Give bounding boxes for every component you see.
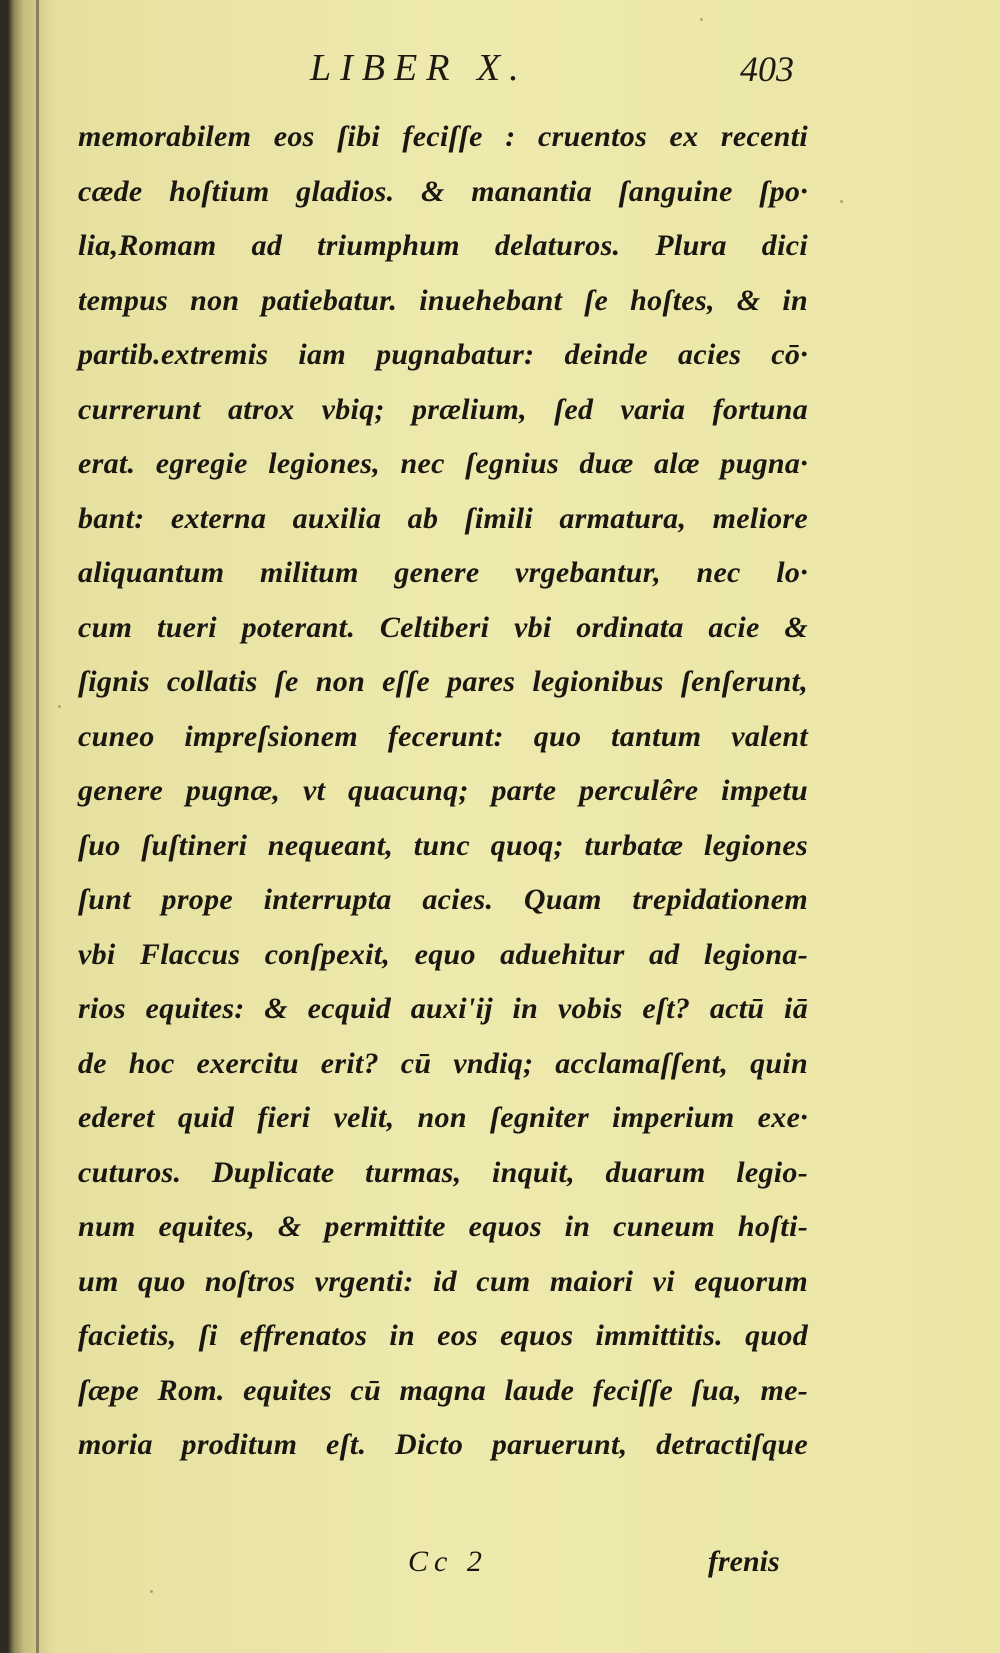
text-line: num equites, & permittite equos in cuneum hoſti- [78, 1210, 808, 1243]
binding-edge-line [36, 0, 39, 1653]
text-line: vbi Flaccus conſpexit, equo aduehitur ad legiona- [78, 937, 808, 971]
text-line: memorabilem eos ſibi feciſſe : cruentos ex recenti [78, 120, 808, 153]
text-line: rios equites: & ecquid auxi'ij in vobis eſt? actū iā [78, 992, 808, 1025]
text-line: bant: externa auxilia ab ſimili armatura, meliore [78, 501, 808, 535]
signature-mark: Cc 2 [408, 1545, 488, 1578]
text-line: erat. egregie legiones, nec ſegnius duæ alæ pugna· [78, 447, 808, 480]
text-line: ſunt prope interrupta acies. Quam trepidationem [78, 883, 808, 916]
text-line: um quo noſtros vrgenti: id cum maiori vi equorum [78, 1264, 808, 1298]
text-line: ſuo ſuſtineri nequeant, tunc quoq; turbatæ legiones [78, 828, 808, 862]
page-footer [78, 1545, 808, 1595]
text-line: partib.extremis iam pugnabatur: deinde acies cō· [78, 338, 808, 371]
text-line: facietis, ſi effrenatos in eos equos immittitis. quod [78, 1319, 808, 1352]
text-line: currerunt atrox vbiq; prælium, ſed varia fortuna [78, 392, 808, 426]
text-line: cæde hoſtium gladios. & manantia ſanguine ſpo· [78, 174, 808, 208]
text-line: aliquantum militum genere vrgebantur, nec lo· [78, 556, 808, 589]
running-title: LIBER X. [310, 47, 528, 89]
text-line: cum tueri poterant. Celtiberi vbi ordinata acie & [78, 610, 808, 644]
text-line: genere pugnæ, vt quacunq; parte perculêre impetu [78, 774, 808, 807]
binding-gutter [0, 0, 50, 1653]
body-text [78, 110, 808, 1473]
text-line: ſignis collatis ſe non eſſe pares legionibus ſenſerunt, [78, 665, 808, 698]
text-line: tempus non patiebatur. inuehebant ſe hoſtes, & in [78, 283, 808, 317]
paper-speck [840, 200, 843, 203]
text-line: ederet quid fieri velit, non ſegniter imperium exe· [78, 1101, 808, 1134]
paper-speck [58, 705, 61, 708]
text-line: de hoc exercitu erit? cū vndiq; acclamaſſent, quin [78, 1046, 808, 1080]
paper-speck [150, 1590, 153, 1593]
page-number: 403 [740, 49, 794, 89]
text-line: lia,Romam ad triumphum delaturos. Plura dici [78, 229, 808, 262]
text-line: moria proditum eſt. Dicto paruerunt, detractiſque [78, 1428, 808, 1461]
text-line: ſæpe Rom. equites cū magna laude feciſſe ſua, me- [78, 1373, 808, 1407]
text-line: cuneo impreſsionem fecerunt: quo tantum valent [78, 719, 808, 753]
page-header [80, 46, 810, 96]
catchword: frenis [708, 1545, 780, 1578]
text-line: cuturos. Duplicate turmas, inquit, duarum legio- [78, 1155, 808, 1189]
paper-speck [700, 18, 703, 21]
